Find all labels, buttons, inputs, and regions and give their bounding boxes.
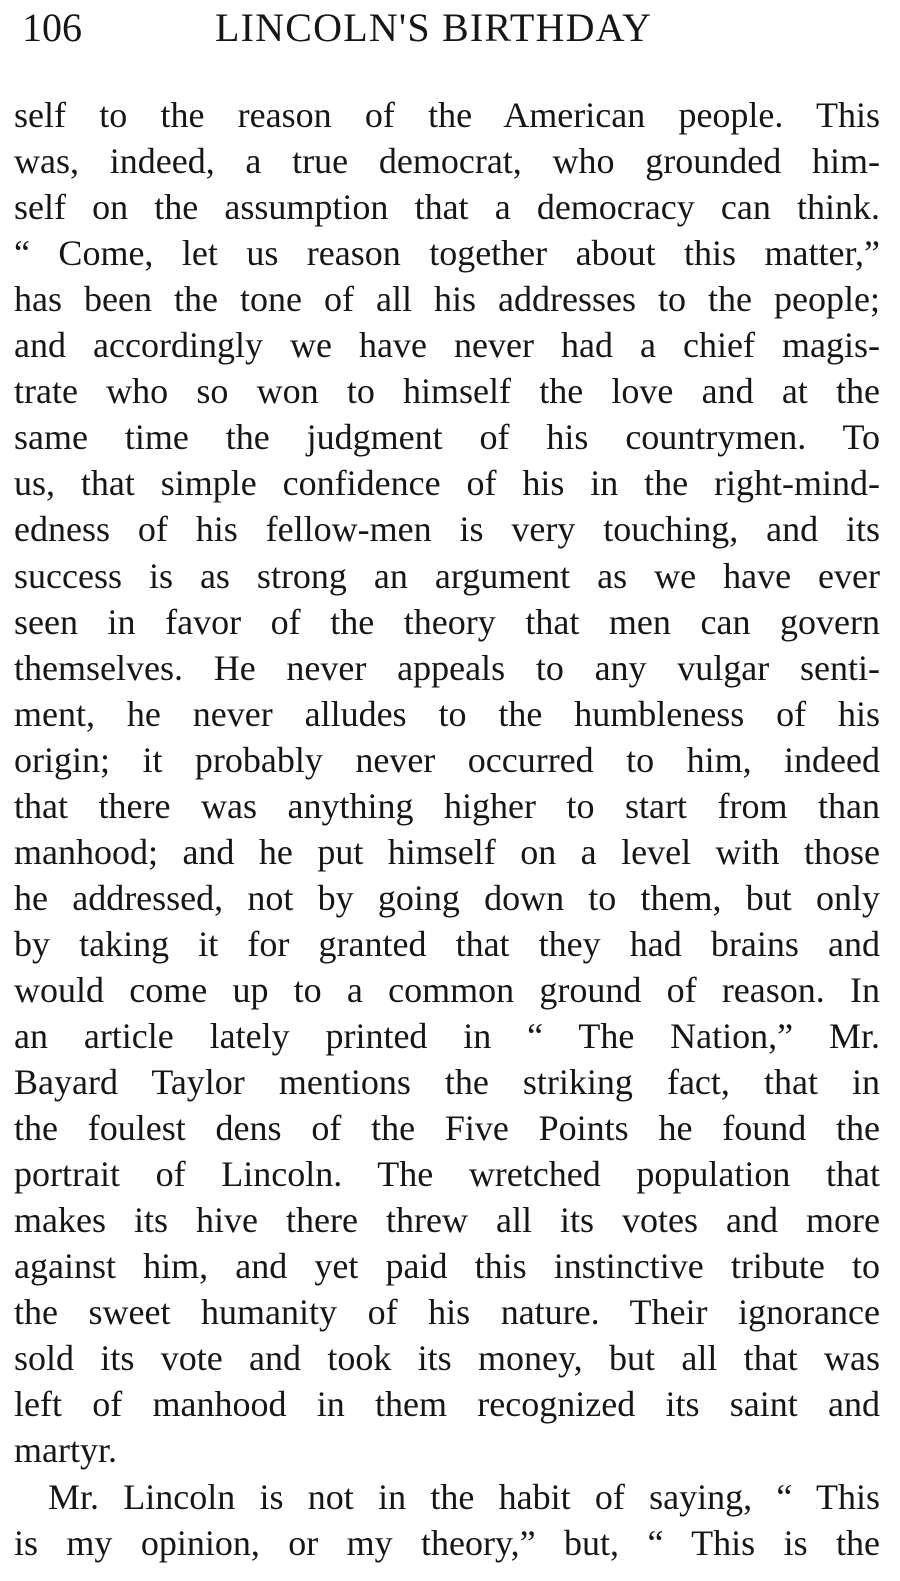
text-line: has been the tone of all his addresses to the people; xyxy=(14,279,880,319)
text-line: that there was anything higher to start from than xyxy=(14,786,880,826)
text-line: edness of his fellow-men is very touching, and its xyxy=(14,509,880,549)
text-line: left of manhood in them recognized its saint and xyxy=(14,1384,880,1424)
text-line: trate who so won to himself the love and at the xyxy=(14,371,880,411)
text-line: Bayard Taylor mentions the striking fact, that in xyxy=(14,1062,880,1102)
text-line: themselves. He never appeals to any vulgar senti- xyxy=(14,648,880,688)
text-line: same time the judgment of his countrymen. To xyxy=(14,417,880,457)
text-line: by taking it for granted that they had brains and xyxy=(14,924,880,964)
text-line: he addressed, not by going down to them, but only xyxy=(14,878,880,918)
text-line: makes its hive there threw all its votes and more xyxy=(14,1200,880,1240)
text-line: “ Come, let us reason together about this matter,” xyxy=(14,233,880,273)
page-header xyxy=(0,0,900,60)
text-line: and accordingly we have never had a chief magis- xyxy=(14,325,880,365)
text-line: would come up to a common ground of reason. In xyxy=(14,970,880,1010)
text-line: the sweet humanity of his nature. Their ignorance xyxy=(14,1292,880,1332)
page-number: 106 xyxy=(22,5,82,50)
text-line: origin; it probably never occurred to him, indeed xyxy=(14,740,880,780)
running-head: LINCOLN'S BIRTHDAY xyxy=(215,5,653,50)
text-line: was, indeed, a true democrat, who grounded him- xyxy=(14,141,880,181)
text-line: Mr. Lincoln is not in the habit of saying, “ This xyxy=(48,1477,880,1517)
text-line: self on the assumption that a democracy can think. xyxy=(14,187,880,227)
text-line: us, that simple confidence of his in the right-mind- xyxy=(14,463,880,503)
text-line: self to the reason of the American people. This xyxy=(14,95,880,135)
text-line: the foulest dens of the Five Points he found the xyxy=(14,1108,880,1148)
text-line: seen in favor of the theory that men can govern xyxy=(14,602,880,642)
text-line: martyr. xyxy=(14,1430,117,1470)
text-line: an article lately printed in “ The Nation,” Mr. xyxy=(14,1016,880,1056)
text-line: portrait of Lincoln. The wretched population that xyxy=(14,1154,880,1194)
text-line: manhood; and he put himself on a level with those xyxy=(14,832,880,872)
text-line: sold its vote and took its money, but all that was xyxy=(14,1338,880,1378)
text-line: success is as strong an argument as we have ever xyxy=(14,556,880,596)
text-line: is my opinion, or my theory,” but, “ This is the xyxy=(14,1523,880,1563)
text-line: against him, and yet paid this instinctive tribute to xyxy=(14,1246,880,1286)
text-line: ment, he never alludes to the humbleness of his xyxy=(14,694,880,734)
